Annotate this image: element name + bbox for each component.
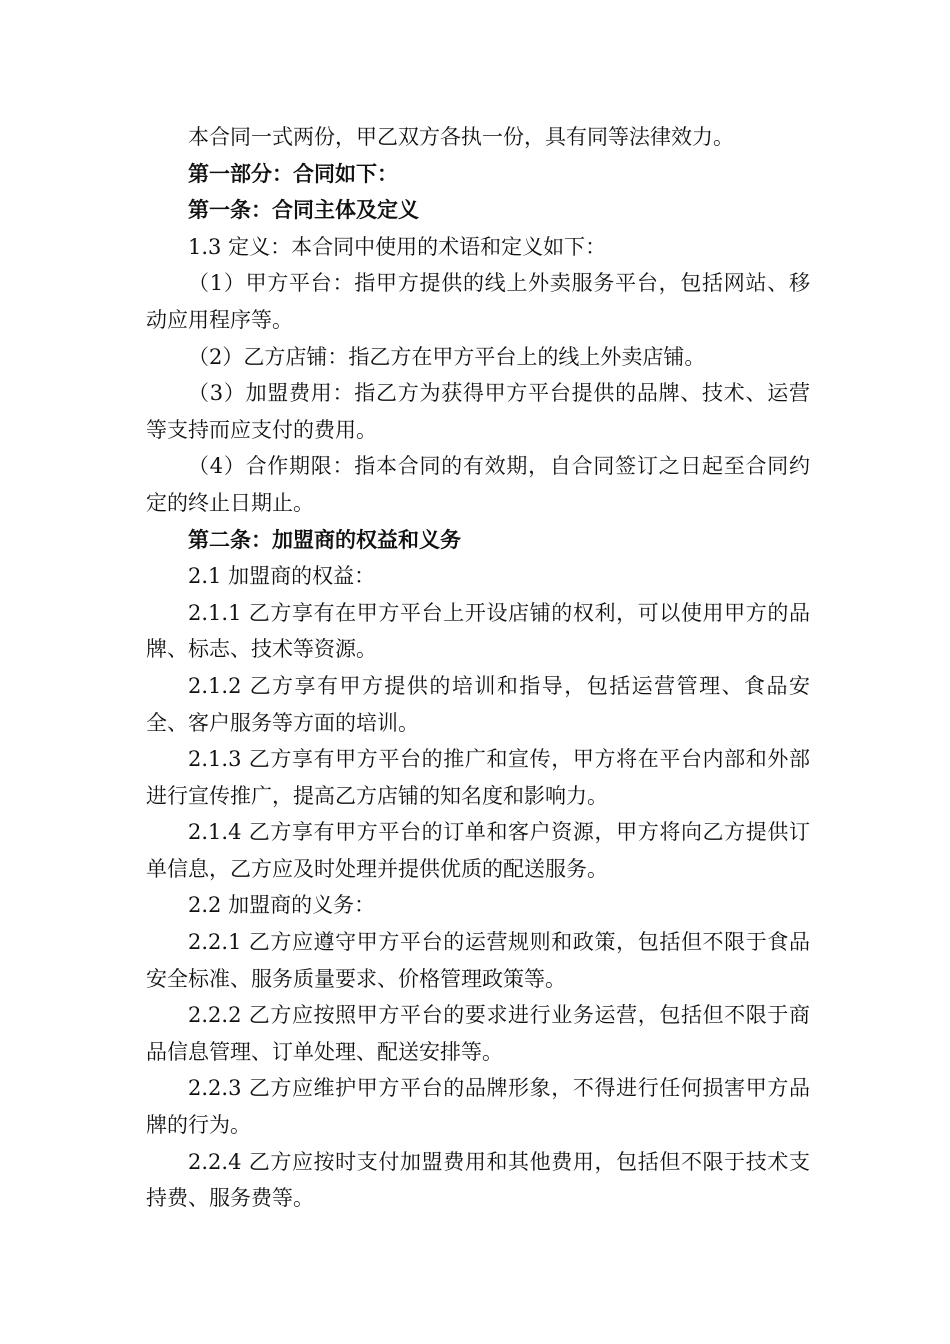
heading-article-two: 第二条：加盟商的权益和义务 [188, 527, 461, 552]
paragraph-2-2-obligations: 2.2 加盟商的义务： [188, 893, 376, 918]
paragraph-2-2-2: 2.2.2 乙方应按照甲方平台的要求进行业务运营，包括但不限于商品信息管理、订单处理、配送安排等。 [146, 1003, 810, 1064]
paragraph-2-1-1: 2.1.1 乙方享有在甲方平台上开设店铺的权利，可以使用甲方的品牌、标志、技术等资源。 [146, 600, 810, 662]
paragraph-1-3-definitions: 1.3 定义：本合同中使用的术语和定义如下： [188, 234, 607, 259]
heading-part-one: 第一部分：合同如下： [188, 161, 398, 186]
paragraph-definition-term: （4）合作期限：指本合同的有效期，自合同签订之日起至合同约定的终止日期止。 [146, 454, 810, 515]
paragraph-definition-fee: （3）加盟费用：指乙方为获得甲方平台提供的品牌、技术、运营等支持而应支付的费用。 [146, 381, 810, 442]
paragraph-2-2-4: 2.2.4 乙方应按时支付加盟费用和其他费用，包括但不限于技术支持费、服务费等。 [146, 1149, 810, 1211]
paragraph-2-2-1: 2.2.1 乙方应遵守甲方平台的运营规则和政策，包括但不限于食品安全标准、服务质量要求、价格管理政策等。 [146, 930, 810, 991]
paragraph-2-1-4: 2.1.4 乙方享有甲方平台的订单和客户资源，甲方将向乙方提供订单信息，乙方应及时处理并提供优质的配送服务。 [146, 820, 810, 881]
paragraph-definition-store: （2）乙方店铺：指乙方在甲方平台上的线上外卖店铺。 [188, 344, 706, 369]
paragraph-2-2-3: 2.2.3 乙方应维护甲方平台的品牌形象，不得进行任何损害甲方品牌的行为。 [146, 1076, 810, 1138]
heading-article-one: 第一条：合同主体及定义 [188, 198, 419, 223]
paragraph-2-1-2: 2.1.2 乙方享有甲方提供的培训和指导，包括运营管理、食品安全、客户服务等方面的培训。 [146, 673, 810, 735]
paragraph-copies-clause: 本合同一式两份，甲乙双方各执一份，具有同等法律效力。 [188, 125, 734, 149]
paragraph-2-1-3: 2.1.3 乙方享有甲方平台的推广和宣传，甲方将在平台内部和外部进行宣传推广，提高乙方店铺的知名度和影响力。 [146, 747, 810, 808]
paragraph-2-1-rights: 2.1 加盟商的权益： [188, 564, 376, 589]
paragraph-definition-platform: （1）甲方平台：指甲方提供的线上外卖服务平台，包括网站、移动应用程序等。 [146, 271, 810, 332]
document-body [146, 119, 810, 1217]
